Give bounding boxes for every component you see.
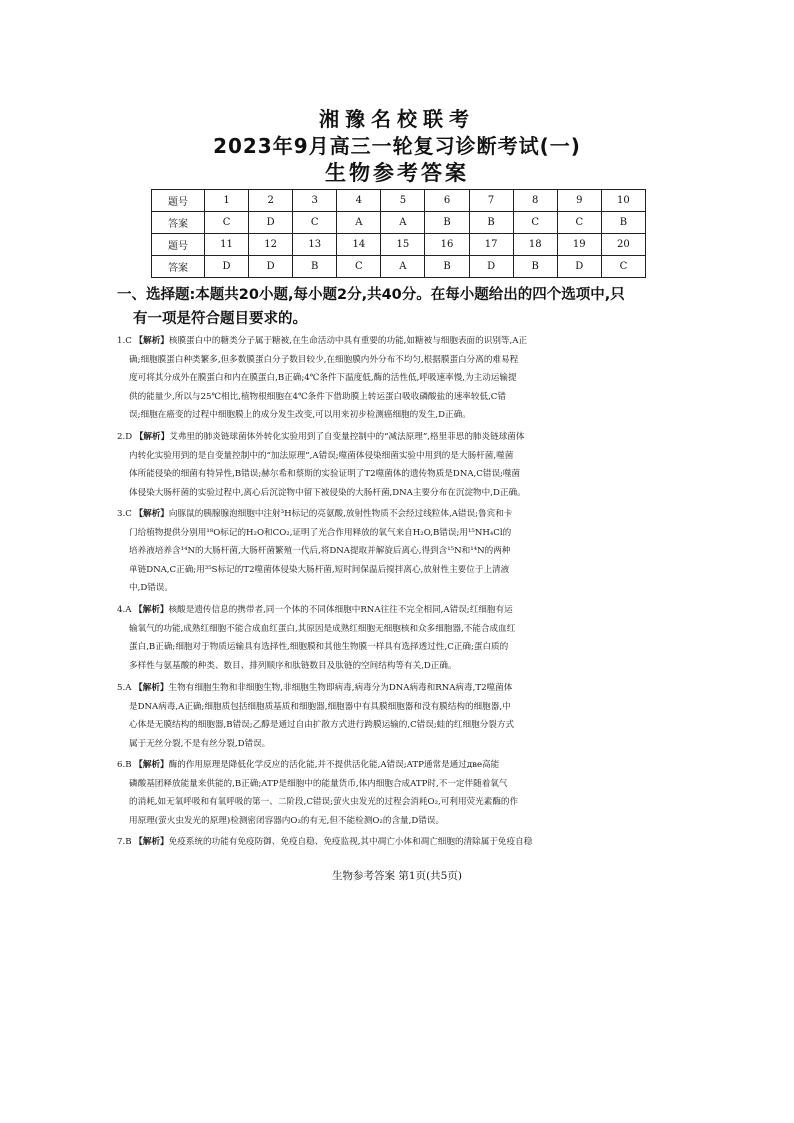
explanation-line: 体所能侵染的细菌有特异性,B错误;赫尔希和蔡斯的实验证明了T2噬菌体的遗传物质是DNA,C错误;噬菌: [129, 469, 521, 480]
row-label: 题号: [152, 234, 205, 256]
analysis-tag: 【解析】: [134, 837, 169, 847]
question-number-cell: 1: [205, 190, 249, 212]
row-label: 答案: [152, 256, 205, 278]
explanation-text: 生物有细胞生物和非细胞生物,非细胞生物即病毒,病毒分为DNA病毒和RNA病毒,T2噬菌体: [168, 683, 513, 693]
answer-table: [151, 189, 646, 278]
explanation-line: 的消耗,如无氧呼吸和有氧呼吸的第一、二阶段,C错误;萤火虫发光的过程会消耗O₂,可利用荧光素酶的作: [129, 797, 519, 808]
explanation-first-line: [117, 505, 680, 524]
analysis-tag: 【解析】: [134, 605, 169, 615]
row-label: 题号: [152, 190, 205, 212]
explanation-first-line: [117, 428, 680, 447]
explanation-first-line: [117, 332, 680, 351]
section-heading-line2: 有一项是符合题目要求的。: [133, 311, 307, 327]
question-number-cell: 7: [469, 190, 513, 212]
question-number-cell: 18: [513, 234, 557, 256]
explanation-text: 艾弗里的肺炎链球菌体外转化实验用到了自变量控制中的“减法原理”,格里菲思的肺炎链球菌体: [169, 432, 525, 442]
explanation-line: 体侵染大肠杆菌的实验过程中,离心后沉淀物中留下被侵染的大肠杆菌,DNA主要分布在沉淀物中,D正确。: [129, 487, 526, 498]
answer-cell: C: [557, 212, 601, 234]
question-explanation: [117, 601, 680, 675]
question-number-cell: 14: [337, 234, 381, 256]
page-footer: 生物参考答案 第1页(共5页): [332, 870, 462, 882]
row-label: 答案: [152, 212, 205, 234]
explanation-line: 蛋白,B正确;细胞对于物质运输具有选择性,细胞膜和其他生物膜一样具有选择透过性,C正确;蛋白质的: [129, 642, 509, 653]
explanation-line: 门给植物提供分别用¹⁸O标记的H₂O和CO₂,证明了光合作用释放的氧气来自H₂O,B错误;用¹⁵NH₄Cl的: [129, 527, 512, 538]
question-number-cell: 17: [469, 234, 513, 256]
explanation-line: 是DNA病毒,A正确;细胞质包括细胞质基质和细胞器,细胞器中有具膜细胞器和没有膜结构的细胞器,中: [129, 701, 511, 712]
explanation-line: 中,D错误。: [129, 583, 173, 594]
explanation-first-line: [117, 601, 680, 620]
question-number-cell: 8: [513, 190, 557, 212]
explanation-line: 用原理(萤火虫发光的原理)检测密闭容器内O₂的有无,但不能检测O₂的含量,D错误。: [129, 815, 445, 826]
answer-cell: D: [557, 256, 601, 278]
analysis-tag: 【解析】: [134, 509, 169, 519]
question-number-cell: 10: [601, 190, 645, 212]
question-explanation: [117, 332, 680, 425]
explanation-first-line: [117, 756, 680, 775]
question-number-cell: 11: [205, 234, 249, 256]
explanation-line: 内转化实验用到的是自变量控制中的“加法原理”,A错误;噬菌体侵染细菌实验中用到的是大肠杆菌,噬菌: [129, 450, 514, 461]
explanation-line: 确;细胞膜蛋白种类繁多,但多数膜蛋白分子数目较少,在细胞膜内外分布不均匀,根据膜蛋白分离的难易程: [129, 354, 519, 365]
question-explanation: [117, 679, 680, 753]
question-answer-label: 1.C: [117, 336, 132, 346]
question-number-cell: 19: [557, 234, 601, 256]
section-heading: [117, 283, 677, 331]
question-answer-label: 5.A: [117, 683, 132, 693]
question-number-cell: 20: [601, 234, 645, 256]
question-explanation: [117, 428, 680, 502]
question-number-row: [152, 190, 646, 212]
explanation-line: 度可将其分成外在膜蛋白和内在膜蛋白,B正确;4℃条件下温度低,酶的活性低,呼吸速率慢,为主动运输提: [129, 373, 517, 384]
question-number-row: [152, 234, 646, 256]
explanation-text: 酶的作用原理是降低化学反应的活化能,并不提供活化能,A错误;ATP通常是通过две高能: [168, 760, 500, 770]
explanation-text: 向豚鼠的胰腺腺泡细胞中注射³H标记的亮氨酸,放射性物质不会经过线粒体,A错误;鲁宾和卡: [168, 509, 513, 519]
explanation-line: 多样性与氨基酸的种类、数目、排列顺序和肽链数目及肽链的空间结构等有关,D正确。: [129, 660, 457, 671]
section-heading-line1: 一、选择题:本题共20小题,每小题2分,共40分。在每小题给出的四个选项中,只: [117, 287, 625, 303]
answer-row: [152, 256, 646, 278]
explanation-text: 免疫系统的功能有免疫防御、免疫自稳、免疫监视,其中凋亡小体和凋亡细胞的清除属于免疫自稳: [168, 837, 533, 847]
explanation-line: 供的能量少,所以与25℃相比,植物根细胞在4℃条件下借助膜上转运蛋白吸收磷酸盐的速率较低,C错: [129, 391, 506, 402]
question-answer-label: 7.B: [117, 837, 132, 847]
answer-cell: B: [601, 212, 645, 234]
answer-cell: C: [293, 212, 337, 234]
question-answer-label: 2.D: [117, 432, 133, 442]
question-number-cell: 9: [557, 190, 601, 212]
question-number-cell: 13: [293, 234, 337, 256]
answer-cell: B: [293, 256, 337, 278]
question-number-cell: 15: [381, 234, 425, 256]
analysis-tag: 【解析】: [134, 432, 170, 442]
question-number-cell: 4: [337, 190, 381, 212]
answer-cell: B: [425, 256, 469, 278]
explanation-text: 核酸是遗传信息的携带者,同一个体的不同体细胞中RNA往往不完全相同,A错误;红细胞有运: [168, 605, 513, 615]
explanation-first-line: [117, 679, 680, 698]
answer-cell: B: [425, 212, 469, 234]
explanation-line: 单链DNA,C正确;用³⁵S标记的T2噬菌体侵染大肠杆菌,短时间保温后搅拌离心,放射性主要位于上清液: [129, 564, 510, 575]
question-explanation: [117, 833, 680, 852]
answer-cell: D: [249, 212, 293, 234]
answer-cell: C: [337, 256, 381, 278]
title-exam-name: 2023年9月高三一轮复习诊断考试(一): [213, 134, 581, 158]
explanation-line: 磷酸基团释放能量来供能的,B正确;ATP是细胞中的能量货币,体内细胞合成ATP时,不一定伴随着氧气: [129, 778, 508, 789]
answer-cell: C: [601, 256, 645, 278]
question-number-cell: 12: [249, 234, 293, 256]
answer-cell: A: [381, 256, 425, 278]
answer-cell: C: [513, 212, 557, 234]
answer-cell: C: [205, 212, 249, 234]
explanation-line: 培养液培养含¹⁴N的大肠杆菌,大肠杆菌繁殖一代后,将DNA提取并解旋后离心,得到含¹⁵N和¹⁴N的两种: [129, 546, 511, 557]
question-answer-label: 4.A: [117, 605, 132, 615]
answer-cell: D: [249, 256, 293, 278]
answer-cell: A: [337, 212, 381, 234]
explanation-line: 误;细胞在癌变的过程中细胞膜上的成分发生改变,可以用来初步检测癌细胞的发生,D正确。: [129, 410, 471, 421]
question-answer-label: 3.C: [117, 509, 132, 519]
question-number-cell: 3: [293, 190, 337, 212]
explanation-text: 核膜蛋白中的糖类分子属于糖被,在生命活动中具有重要的功能,如糖被与细胞表面的识别等,A正: [168, 336, 528, 346]
analysis-tag: 【解析】: [134, 336, 169, 346]
answer-cell: A: [381, 212, 425, 234]
question-number-cell: 2: [249, 190, 293, 212]
explanation-first-line: [117, 833, 680, 852]
question-number-cell: 16: [425, 234, 469, 256]
question-answer-label: 6.B: [117, 760, 132, 770]
explanation-line: 属于无丝分裂,不是有丝分裂,D错误。: [129, 738, 271, 749]
question-number-cell: 6: [425, 190, 469, 212]
explanation-line: 输氧气的功能,成熟红细胞不能合成血红蛋白,其原因是成熟红细胞无细胞核和众多细胞器,不能合成血红: [129, 623, 516, 634]
answer-cell: D: [205, 256, 249, 278]
answer-cell: B: [513, 256, 557, 278]
title-subject-answers: 生物参考答案: [325, 161, 469, 185]
answer-row: [152, 212, 646, 234]
explanation-line: 心体是无膜结构的细胞器,B错误;乙醇是通过自由扩散方式进行跨膜运输的,C错误;蛙的红细胞分裂方式: [129, 720, 515, 731]
title-school-union: 湘豫名校联考: [319, 107, 475, 131]
answer-cell: B: [469, 212, 513, 234]
analysis-tag: 【解析】: [134, 683, 169, 693]
answer-cell: D: [469, 256, 513, 278]
question-explanation: [117, 505, 680, 598]
analysis-tag: 【解析】: [134, 760, 169, 770]
question-explanation: [117, 756, 680, 830]
question-number-cell: 5: [381, 190, 425, 212]
